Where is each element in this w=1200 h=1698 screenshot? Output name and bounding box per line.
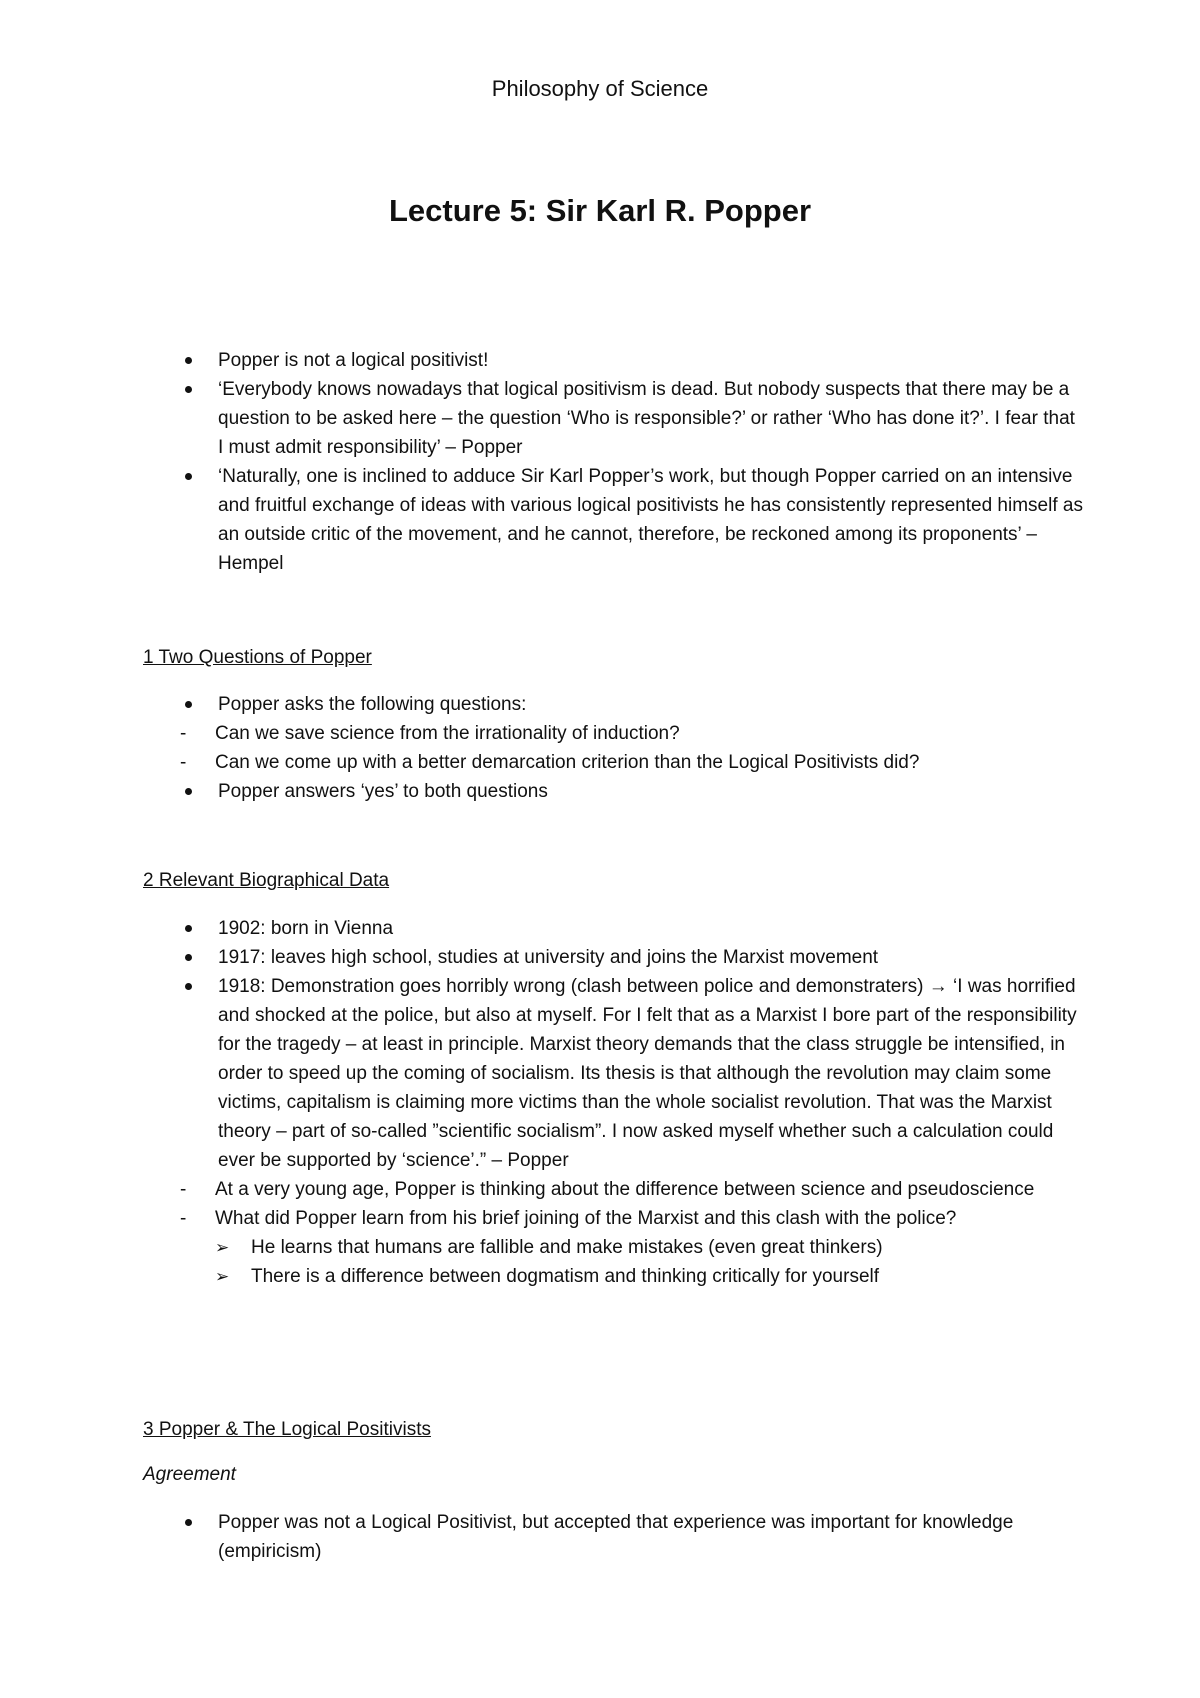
section-biography (143, 866, 1083, 895)
list-item: 1902: born in Vienna (143, 914, 1083, 943)
sub-list-item: - Can we come up with a better demarcation criterion than the Logical Positivists did? (179, 748, 1083, 777)
section-heading: 3 Popper & The Logical Positivists (143, 1419, 431, 1440)
list-item-text: Popper asks the following questions: (218, 694, 527, 715)
section-two-questions-body (143, 690, 1083, 806)
sub-list-item (179, 1204, 1083, 1291)
list-item: Popper answers ‘yes’ to both questions (143, 777, 1083, 806)
section-list (143, 1508, 1083, 1566)
sub-list (179, 719, 1083, 777)
list-item: ‘Naturally, one is inclined to adduce Sir Karl Popper’s work, but though Popper carried on an intensive and fruitful exchange of ideas with various logical positivists he has consistently represented himself as an outside critic of the movement, and he cannot, therefore, be reckoned among its proponents’ – Hempel (143, 462, 1083, 578)
section-biography-body (143, 914, 1083, 1291)
section-heading: 2 Relevant Biographical Data (143, 870, 390, 891)
section-logical-positivists-body (143, 1508, 1083, 1566)
sub-list (179, 1175, 1083, 1291)
list-item (143, 690, 1083, 777)
section-list (143, 914, 1083, 1291)
section-heading: 1 Two Questions of Popper (143, 647, 372, 668)
arrow-list (215, 1233, 1083, 1291)
list-item: Popper is not a logical positivist! (143, 346, 1083, 375)
page-header: Philosophy of Science (491, 76, 709, 101)
subsection-heading: Agreement (143, 1464, 236, 1485)
intro-section (143, 346, 1083, 578)
sub-list-item: - At a very young age, Popper is thinking about the difference between science and pseudoscience (179, 1175, 1083, 1204)
sub-list-item: - Can we save science from the irrationality of induction? (179, 719, 1083, 748)
list-item (143, 972, 1083, 1291)
section-list (143, 690, 1083, 806)
intro-list (143, 346, 1083, 578)
arrow-list-item: ➢ There is a difference between dogmatism and thinking critically for yourself (215, 1262, 1083, 1291)
list-item: 1917: leaves high school, studies at university and joins the Marxist movement (143, 943, 1083, 972)
arrow-list-item: ➢ He learns that humans are fallible and make mistakes (even great thinkers) (215, 1233, 1083, 1262)
list-item-text: 1918: Demonstration goes horribly wrong (clash between police and demonstraters) → ‘I was horrified and shocked at the police, but also at myself. For I felt that as a Marxist I bore part of the responsibility for the tragedy – at least in principle. Marxist theory demands that the class struggle be intensified, in order to speed up the coming of socialism. Its thesis is that although the revolution may claim some victims, capitalism is claiming more victims than the whole socialist revolution. That was the Marxist theory – part of so-called ”scientific socialism”. I now asked myself whether such a calculation could ever be supported by ‘science’.” – Popper (218, 976, 1077, 1171)
lecture-title: Lecture 5: Sir Karl R. Popper (388, 193, 812, 228)
section-logical-positivists-sub (143, 1460, 1083, 1489)
list-item: Popper was not a Logical Positivist, but accepted that experience was important for knowledge (empiricism) (143, 1508, 1083, 1566)
section-logical-positivists (143, 1415, 1083, 1444)
list-item: ‘Everybody knows nowadays that logical positivism is dead. But nobody suspects that there may be a question to be asked here – the question ‘Who is responsible?’ or rather ‘Who has done it?’. I fear that I must admit responsibility’ – Popper (143, 375, 1083, 462)
sub-list-item-text: What did Popper learn from his brief joining of the Marxist and this clash with the police? (215, 1208, 957, 1229)
section-two-questions (143, 643, 1083, 672)
